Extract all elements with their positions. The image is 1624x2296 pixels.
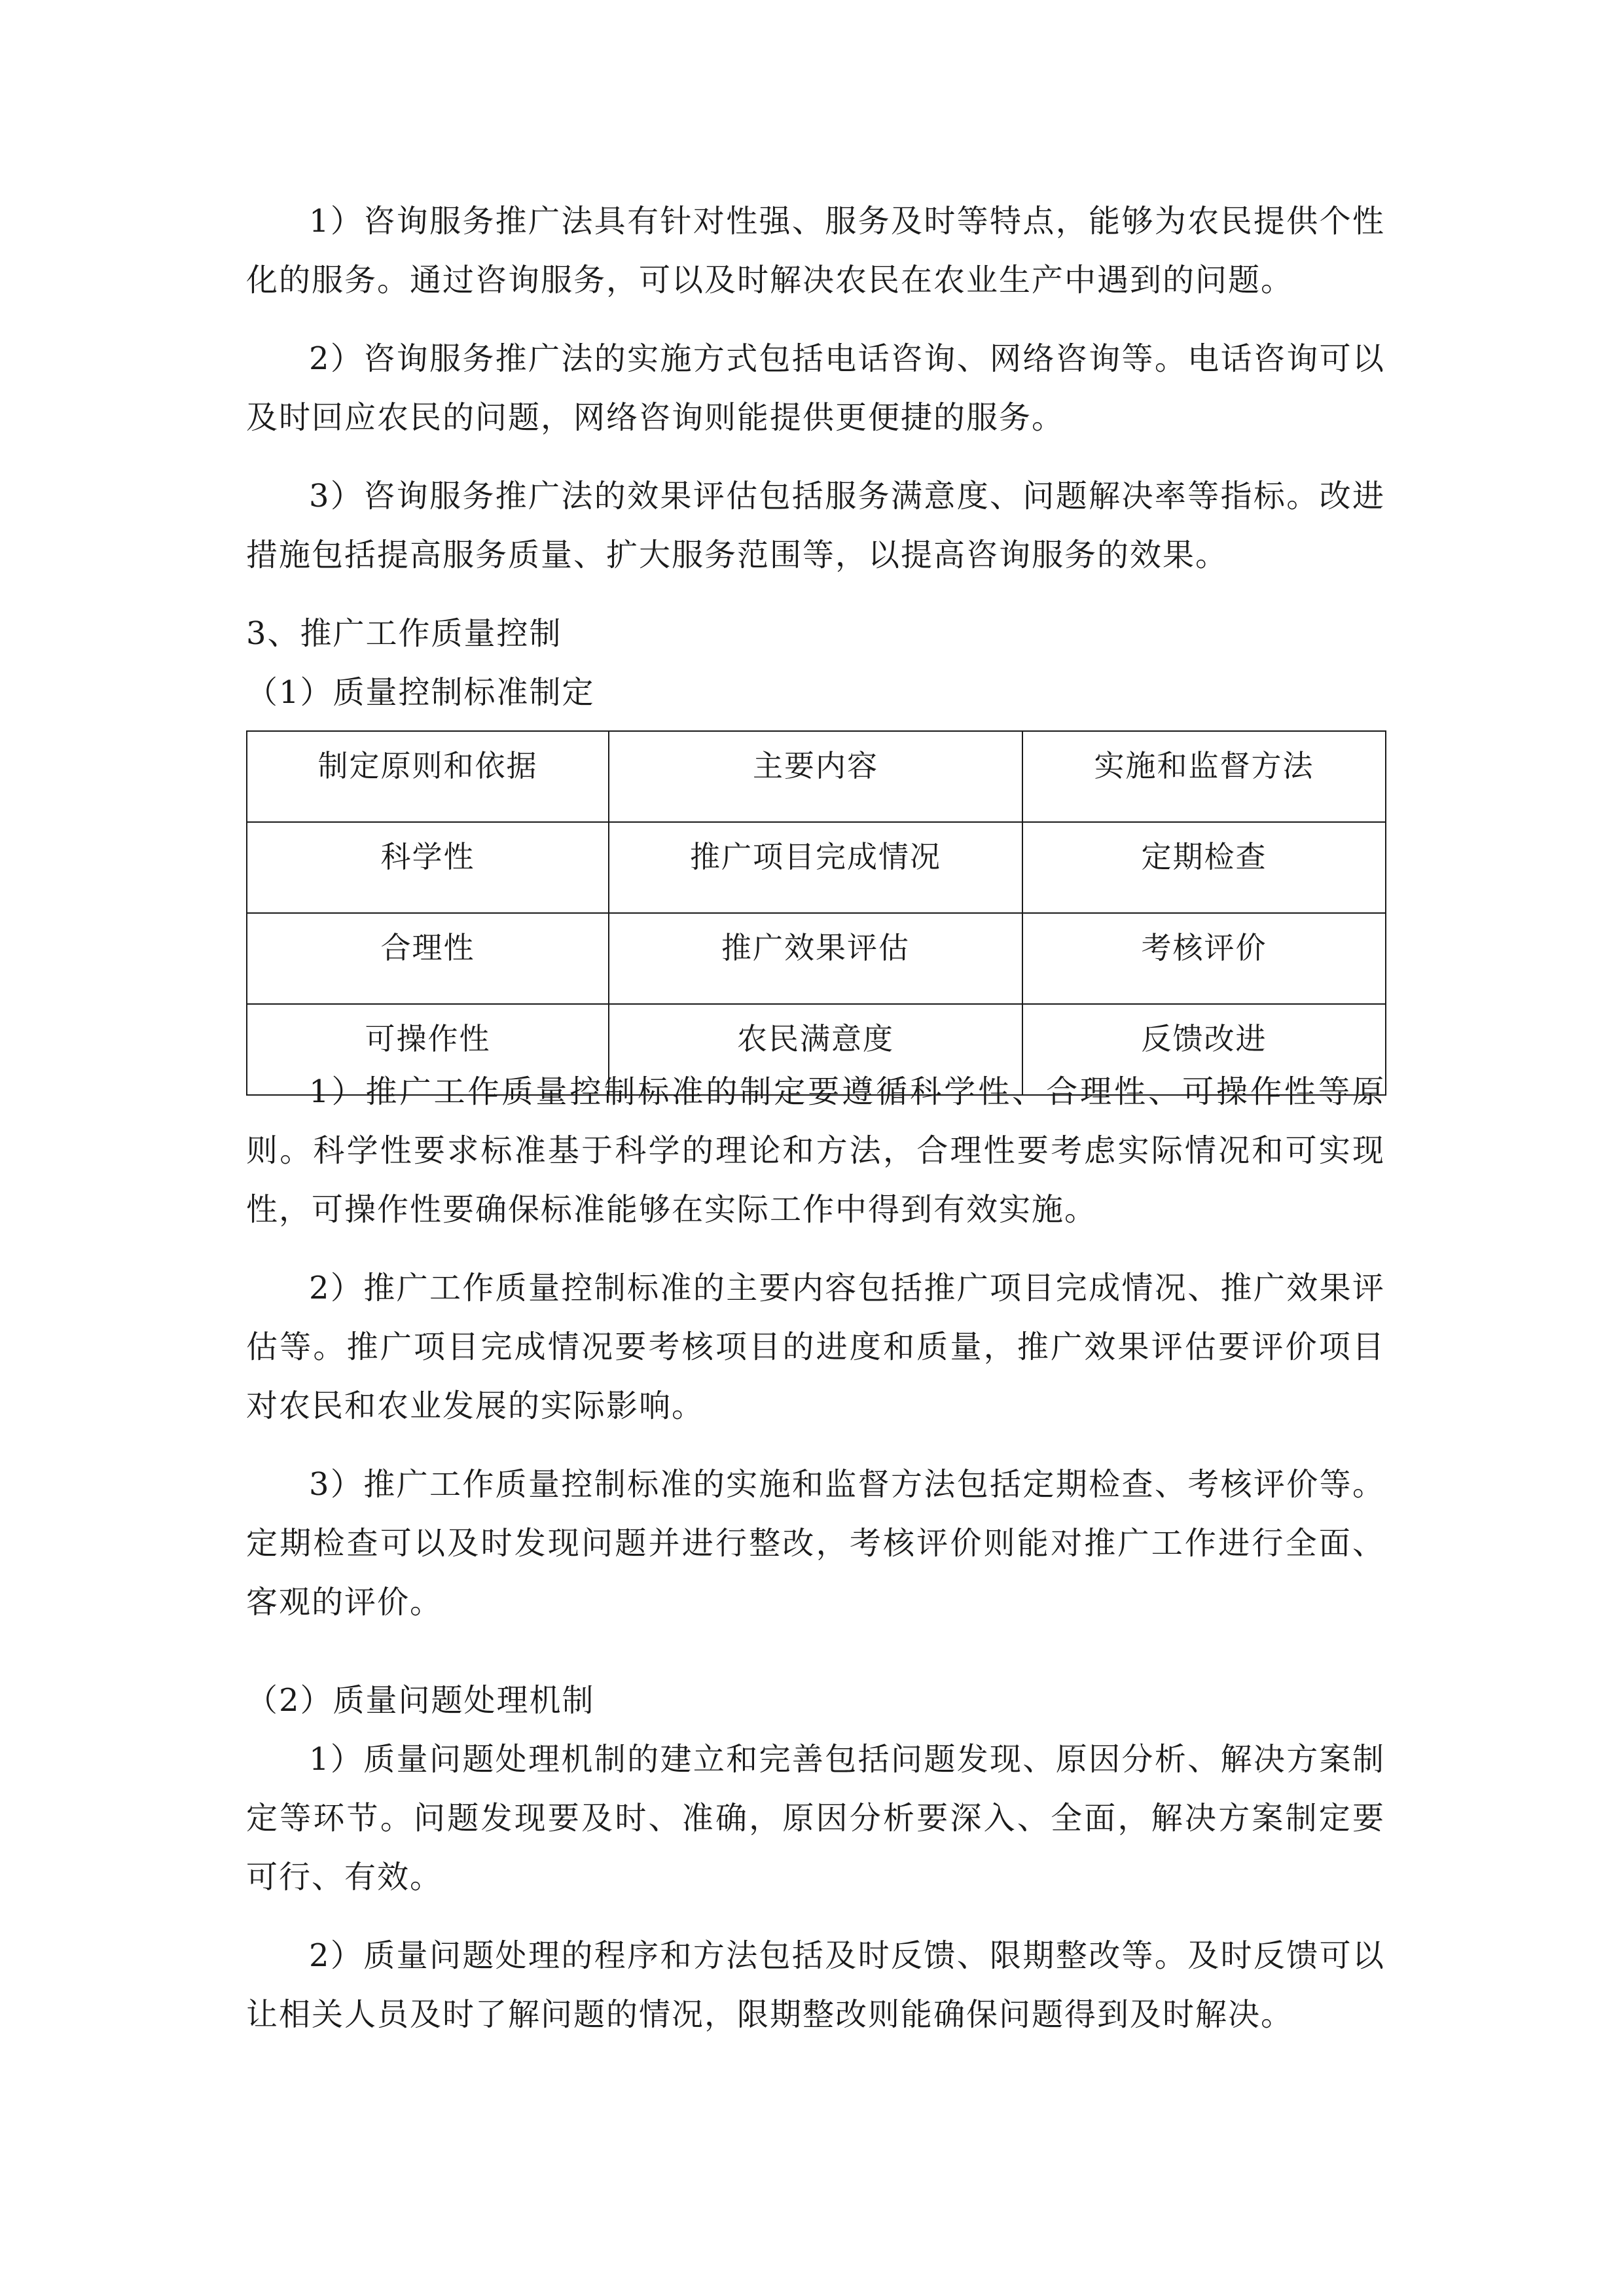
table-cell: 推广项目完成情况 [609,822,1022,913]
consulting-section [246,192,1385,584]
problem-handling-section [246,1730,1385,2044]
paragraph: 2）推广工作质量控制标准的主要内容包括推广项目完成情况、推广效果评估等。推广项目完成情况要考核项目的进度和质量，推广效果评估要评价项目对农民和农业发展的实际影响。 [246,1270,1385,1424]
section-heading: 3、推广工作质量控制 [246,615,562,652]
subheading-block [246,663,1385,722]
table-header-cell: 实施和监督方法 [1022,731,1386,822]
table-cell: 反馈改进 [1022,1004,1386,1095]
subheading-block [246,1671,1385,1730]
table-header-cell: 主要内容 [609,731,1022,822]
table-header-row [247,731,1386,822]
table-cell: 考核评价 [1022,913,1386,1004]
heading-block [246,604,1385,663]
paragraph: 1）咨询服务推广法具有针对性强、服务及时等特点，能够为农民提供个性化的服务。通过咨询服务，可以及时解决农民在农业生产中遇到的问题。 [246,203,1385,298]
paragraph: 1）推广工作质量控制标准的制定要遵循科学性、合理性、可操作性等原则。科学性要求标准基于科学的理论和方法，合理性要考虑实际情况和可实现性，可操作性要确保标准能够在实际工作中得到有效实施。 [246,1073,1385,1228]
standards-section [246,1062,1385,1632]
table-cell: 农民满意度 [609,1004,1022,1095]
table-header-cell: 制定原则和依据 [247,731,609,822]
table-cell: 定期检查 [1022,822,1386,913]
paragraph: 2）质量问题处理的程序和方法包括及时反馈、限期整改等。及时反馈可以让相关人员及时了解问题的情况，限期整改则能确保问题得到及时解决。 [246,1937,1385,2033]
table-cell: 推广效果评估 [609,913,1022,1004]
subsection-heading: （2）质量问题处理机制 [246,1682,595,1719]
paragraph: 3）咨询服务推广法的效果评估包括服务满意度、问题解决率等指标。改进措施包括提高服务质量、扩大服务范围等，以提高咨询服务的效果。 [246,478,1385,573]
quality-standard-table [246,730,1386,1096]
table-cell: 科学性 [247,822,609,913]
table-row [247,913,1386,1004]
paragraph: 2）咨询服务推广法的实施方式包括电话咨询、网络咨询等。电话咨询可以及时回应农民的问题，网络咨询则能提供更便捷的服务。 [246,340,1385,436]
table-cell: 可操作性 [247,1004,609,1095]
table-cell: 合理性 [247,913,609,1004]
subsection-heading: （1）质量控制标准制定 [246,674,595,711]
paragraph: 1）质量问题处理机制的建立和完善包括问题发现、原因分析、解决方案制定等环节。问题发现要及时、准确，原因分析要深入、全面，解决方案制定要可行、有效。 [246,1741,1385,1895]
table-row [247,822,1386,913]
paragraph: 3）推广工作质量控制标准的实施和监督方法包括定期检查、考核评价等。定期检查可以及时发现问题并进行整改，考核评价则能对推广工作进行全面、客观的评价。 [246,1466,1385,1621]
